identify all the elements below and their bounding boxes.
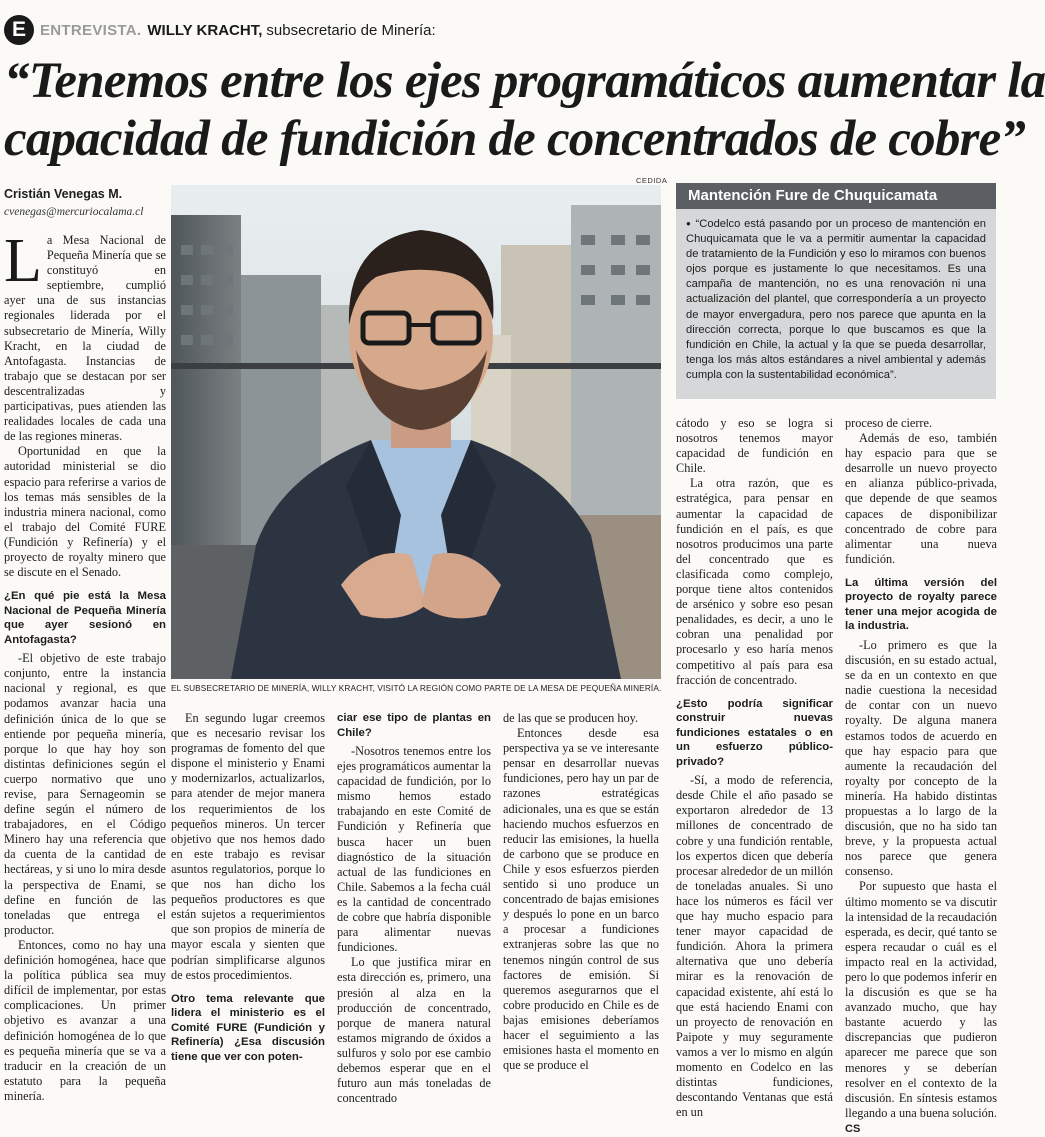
article-column-4 <box>503 711 659 1073</box>
paragraph: Además de eso, también hay espacio para que se desarrolle un nuevo proyecto en alianza público-privada, que depende de que seamos capaces de disponibilizar concentrado de cobre para alimentar una nueva fundición. <box>845 431 997 566</box>
photo-caption: EL SUBSECRETARIO DE MINERÍA, WILLY KRACHT, VISITÓ LA REGIÓN COMO PARTE DE LA MESA DE PEQUEÑA MINERÍA. <box>171 683 662 693</box>
question-continued: ciar ese tipo de plantas en Chile? <box>337 712 491 739</box>
headline-line-2: capacidad de fundición de concentrados de cobre” <box>4 111 1026 167</box>
sidebar-box <box>676 183 996 399</box>
byline <box>4 187 166 218</box>
photo-illustration <box>171 185 661 679</box>
question: La última versión del proyecto de royalty parece tener una mejor acogida de la industria. <box>845 576 997 633</box>
answer-paragraph: -Lo primero es que la discusión, en su estado actual, se da en un contexto en que nadie cuestiona la necesidad de contar con un nuevo royalty. De alguna manera estamos todos de acuerdo en que hay espacio para que aumente la recaudación del royalty por concepto de la minería. Ha habido distintas propuestas a lo largo de la discusión, que no ha sido tan breve, y la propuesta actual nos parece que genera consenso. <box>845 637 997 879</box>
paragraph-continued: proceso de cierre. <box>845 416 933 430</box>
section-badge: E <box>4 15 34 45</box>
question: ¿Esto podría significar construir nuevas fundiciones estatales o en un esfuerzo público-privado? <box>676 697 833 768</box>
kicker-name: WILLY KRACHT, <box>147 21 263 39</box>
sidebar-title: Mantención Fure de Chuquicamata <box>676 183 996 209</box>
question: ¿En qué pie está la Mesa Nacional de Pequeña Minería que ayer sesionó en Antofagasta? <box>4 590 166 646</box>
headline <box>4 52 1045 168</box>
end-mark: CS <box>845 1122 861 1135</box>
paragraph-continued: de las que se producen hoy. <box>503 711 639 725</box>
paragraph: Lo que justifica mirar en esta dirección es, primero, una presión al alza en la producción de concentrado, porque de manera natural estamos migrando de óxidos a sulfuros y solo por ese cambio debemos esperar que en el futuro aun más toneladas de concentrado <box>337 955 491 1106</box>
paragraph: Por supuesto que hasta el último momento se va discutir la intensidad de la recaudación esperada, es decir, qué tanto se espera recaudar o cuál es el impacto real en la actividad, pero lo que podemos inferir en la discusión es que se ha avanzado mucho, que hay bastante acuerdo y las discrepancias que pudieron aparecer me parece que son menores y se deberían resolver en el contexto de la discusión. En síntesis estamos llegando a una buena solución. CS <box>845 879 997 1135</box>
section-kicker <box>4 12 436 48</box>
paragraph: Entonces desde esa perspectiva ya se ve interesante pensar en desarrollar nuevas fundiciones, pero hay un par de razones estratégicas adicionales, una es que se están haciendo muchos esfuerzos en reducir las emisiones, la huella de carbono que se produce en Chile y esos esfuerzos pierden sentido si uno produce un concentrado de bajas emisiones y después lo pone en un barco a procesar a fundiciones extranjeras sobre las que no tenemos ningún control de sus factores de emisión. Si queremos asegurarnos que el cobre producido en Chile es de bajas emisiones deberíamos hacer el seguimiento a las emisiones hasta el momento en que se produce el <box>503 726 659 1073</box>
sidebar-text: “Codelco está pasando por un proceso de mantención en Chuquicamata que le va a permitir aumentar la capacidad de tratamiento de la Fundición y eso lo miramos con buenos ojos porque es justamente lo que necesitamos. Es una campaña de mantención, no es una renovación ni una actualización del plantel, que correspondería a un proyecto de mayor envergadura, pero nos parece que apunta en la dirección correcta, porque lo que buscamos es que la fundición en Chile, la actual y la que se pueda desarrollar, tenga los más altos estándares a nivel ambiental y además cumpla con la sustentabilidad económica”. <box>686 218 986 381</box>
sidebar-body <box>676 209 996 383</box>
kicker-tag: ENTREVISTA. <box>40 21 142 39</box>
author-email: cvenegas@mercuriocalama.cl <box>4 206 144 218</box>
headline-line-1: “Tenemos entre los ejes programáticos aumentar la <box>4 53 1045 109</box>
answer-paragraph: -Nosotros tenemos entre los ejes programáticos aumentar la capacidad de fundición, por lo mismo hemos estado trabajando en este Comité de Fundición y Refinería que busca hacer un buen diagnóstico de la situación actual de las fundiciones en Chile. Sabemos a la fecha cuál es la cantidad de concentrado de cobre que habría disponible para alimentar nuevas fundiciones. <box>337 744 491 955</box>
article-column-5 <box>676 416 833 1120</box>
photo-credit: CEDIDA <box>636 176 668 185</box>
answer-paragraph: -Sí, a modo de referencia, desde Chile el año pasado se exportaron alrededor de 13 millones de concentrado de cobre y una fundición rentable, los expertos dicen que debería procesar alrededor de un millón de toneladas anuales. Si uno hace los números es fácil ver que hay mucho espacio para tener mayor capacidad de fundición. Ahora la primera alternativa que uno debería mirar es la renovación de capacidad existente, ahí está lo que está haciendo Enami con un proyecto de renovación en Paipote y muy seguramente vamos a ver lo mismo en algún momento en Codelco en las distintas fundiciones, descontando Ventanas que está en un <box>676 773 833 1120</box>
paragraph: En segundo lugar creemos que es necesario revisar los programas de fomento del que dispone el ministerio y Enami y modernizarlos, actualizarlos, para atender de mejor manera los requerimientos de los pequeños mineros. Un tercer objetivo que nos hemos dado en este trabajo es revisar asuntos regulatorios, porque lo que nos han dicho los pequeños productores es que están sujetos a requerimientos que son propios de minería de mayor escala y sienten que podrían simplificarse algunos de estos procedimientos. <box>171 711 325 982</box>
article-column-2 <box>171 711 325 1068</box>
paragraph-continued: cátodo y eso se logra si nosotros tenemos mayor capacidad de fundición en Chile. <box>676 416 833 476</box>
lead-paragraph: La Mesa Nacional de Pequeña Minería que se constituyó en septiembre, cumplió ayer una de sus instancias regionales liderada por el subsecretario de Minería, Willy Kracht, en la ciudad de Antofagasta. Instancias de trabajo que se destacan por ser descentralizadas y participativas, pues atienden las realidades locales de cada una de las regiones mineras. <box>4 227 166 444</box>
paragraph: Oportunidad en que la autoridad ministerial se dio espacio para referirse a varios de los temas más sensibles de la industria minera nacional, como el trabajo del Comité FURE (Fundición y Refinería) y el proyecto de royalty minero que se discute en el Senado. <box>4 444 166 580</box>
paragraph: La otra razón, que es estratégica, para pensar en aumentar la capacidad de fundición en el país, es que nosotros producimos una parte del concentrado que es clasificada como complejo, porque tiene altos contenidos de arsénico y sobre eso pesan penalidades, es decir, a uno le cobran una penalidad por procesarlo y eso haría menos competitivo al país para esa fracción de concentrado. <box>676 476 833 687</box>
article-column-1 <box>4 227 166 1104</box>
paragraph: Entonces, como no hay una definición homogénea, hace que la política pública sea muy difícil de implementar, por estas complicaciones. Un primer objetivo es avanzar a una definición homogénea de lo que es pequeña minería que se va a traducir en la creación de un estatuto para la pequeña minería. <box>4 937 166 1103</box>
article-column-3 <box>337 711 491 1106</box>
kicker-role: subsecretario de Minería: <box>266 21 436 39</box>
question: Otro tema relevante que lidera el ministerio es el Comité FURE (Fundición y Refinería) ¿Esa discusión tiene que ver con poten- <box>171 992 325 1063</box>
answer-paragraph: -El objetivo de este trabajo conjunto, entre la instancia nacional y regional, es que podamos avanzar hacia una definición única de lo que se entiende por pequeña minería, porque lo que hay hoy son distintas definiciones según el cuerpo normativo que uno revise, para Sernageomin se define según el número de trabajadores, en el Código Minero hay una referencia que da cuenta de la cantidad de hectáreas, y si uno lo mira desde la perspectiva de Enami, se define en función de las toneladas que entrega el productor. <box>4 651 166 937</box>
drop-cap: L <box>4 227 42 295</box>
article-column-6 <box>845 416 997 1137</box>
bullet-icon: ● <box>686 219 692 228</box>
author-name: Cristián Venegas M. <box>4 187 123 201</box>
interview-photo <box>171 185 661 679</box>
